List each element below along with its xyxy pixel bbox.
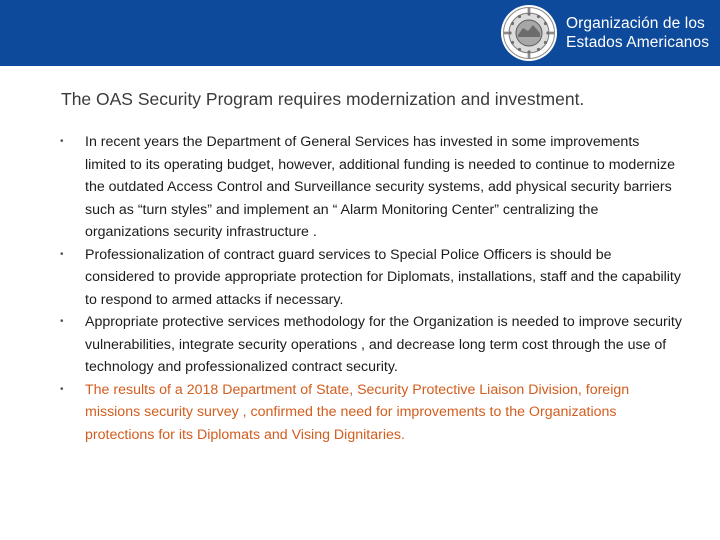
header-bar [0, 0, 720, 66]
bullet-text: The results of a 2018 Department of State, Security Protective Liaison Division, foreign missions security survey , confirmed the need for improvements to the Organizations protections for its Diplomats and Vising Dignitaries. [85, 381, 630, 443]
bullet-item [60, 244, 682, 312]
bullet-text: In recent years the Department of General Services has invested in some improvements limited to its operating budget, however, additional funding is needed to continue to modernize the outdated Access Control and Surveillance security systems, add physical security barriers such as “turn styles” and implement an “ Alarm Monitoring Center” centralizing the organizations security infrastructure . [85, 134, 675, 240]
slide-title: The OAS Security Program requires modernization and investment. [61, 89, 585, 109]
bullet-item-highlighted [60, 379, 682, 447]
organization-name [566, 14, 709, 52]
bullet-text: Appropriate protective services methodology for the Organization is needed to improve security vulnerabilities, integrate security operations , and decrease long term cost through the use of technology and professionalized contract security. [85, 314, 682, 375]
bullet-icon: • [60, 248, 64, 260]
bullet-item [60, 131, 682, 244]
bullet-icon: • [60, 316, 64, 327]
oas-seal-icon [500, 4, 558, 62]
organization-name-line1: Organización de los [566, 15, 705, 32]
organization-name-line2: Estados Americanos [566, 34, 710, 51]
bullet-icon: • [60, 136, 64, 147]
bullet-item [60, 311, 682, 379]
bullet-list [60, 131, 682, 446]
bullet-icon: • [60, 383, 64, 395]
bullet-text: Professionalization of contract guard services to Special Police Officers is should be considered to provide appropriate protection for Diplomats, installations, staff and the capability to respond to armed attacks if necessary. [85, 246, 681, 308]
